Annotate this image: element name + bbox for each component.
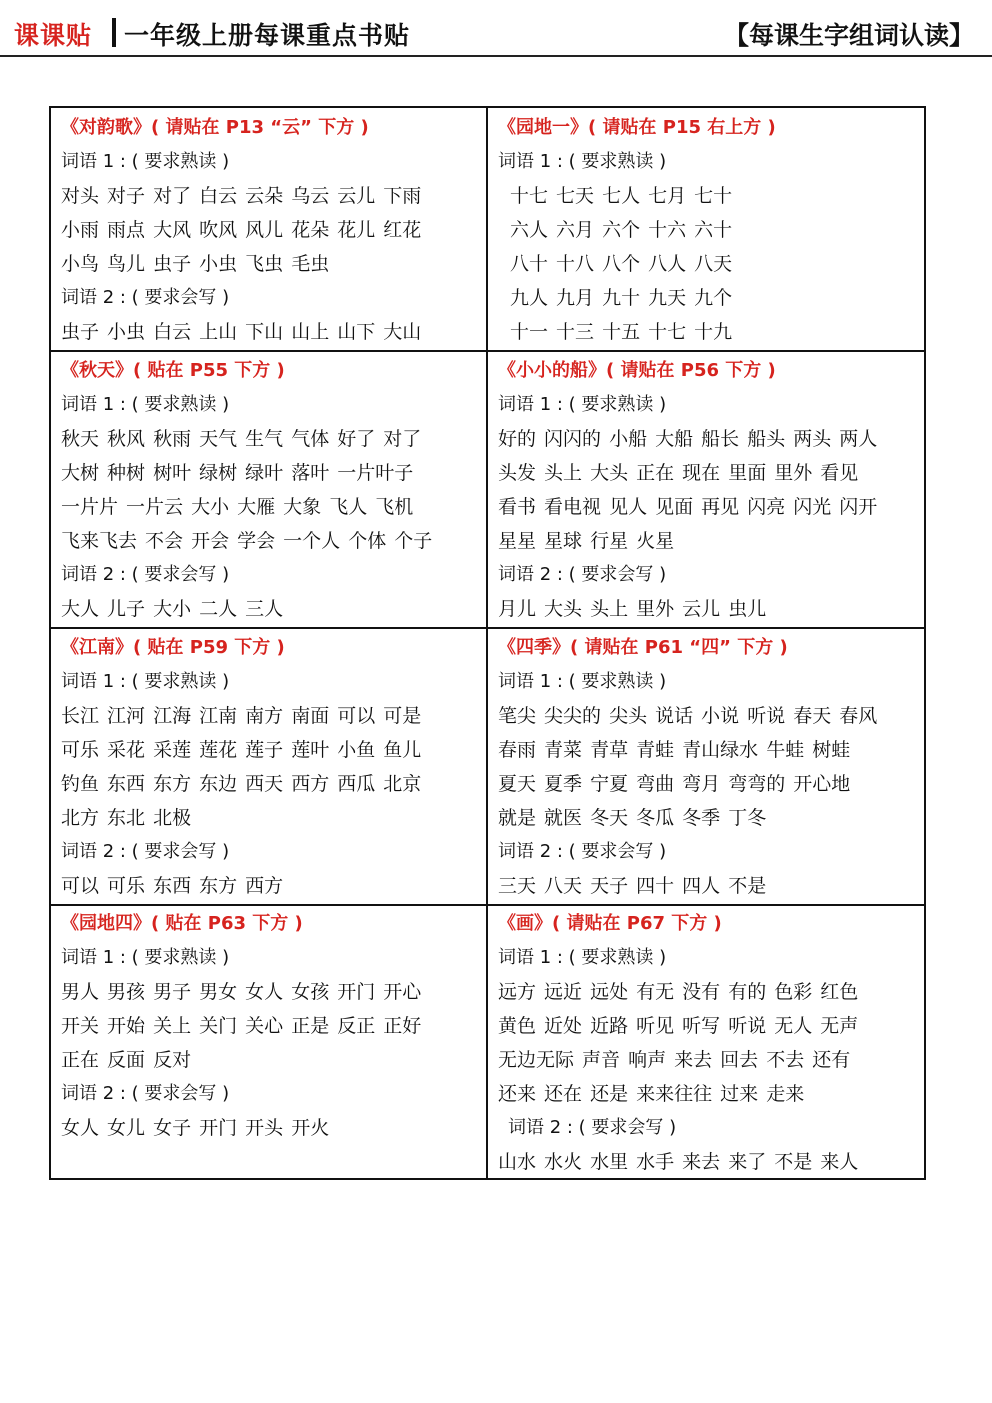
read-words: 春雨 青菜 青草 青蛙 青山绿水 牛蛙 树蛙 bbox=[498, 739, 851, 761]
write-label: 词语 2 : ( 要求会写 ) bbox=[508, 1117, 677, 1138]
brand-name: 课课贴 bbox=[14, 21, 93, 50]
page-title: 一年级上册每课重点书贴 bbox=[124, 21, 411, 50]
read-words: 好的 闪闪的 小船 大船 船长 船头 两头 两人 bbox=[498, 428, 878, 450]
read-words: 笔尖 尖尖的 尖头 说话 小说 听说 春天 春风 bbox=[498, 705, 878, 727]
read-words: 对头 对子 对了 白云 云朵 乌云 云儿 下雨 bbox=[61, 185, 422, 207]
write-label: 词语 2 : ( 要求会写 ) bbox=[61, 1083, 230, 1104]
lesson-grid bbox=[49, 106, 926, 1180]
read-words: 还来 还在 还是 来来往往 过来 走来 bbox=[498, 1083, 805, 1105]
page-tag: 【每课生字组词认读】 bbox=[723, 21, 974, 50]
lesson-cell-qiutian bbox=[51, 352, 486, 627]
header-divider bbox=[112, 18, 116, 47]
page-header bbox=[0, 0, 992, 58]
read-words: 夏天 夏季 宁夏 弯曲 弯月 弯弯的 开心地 bbox=[498, 773, 851, 795]
lesson-title: 《对韵歌》( 请贴在 P13 “云” 下方 ) bbox=[61, 117, 369, 138]
read-words: 星星 星球 行星 火星 bbox=[498, 530, 675, 552]
read-label: 词语 1 : ( 要求熟读 ) bbox=[498, 151, 667, 172]
read-label: 词语 1 : ( 要求熟读 ) bbox=[61, 151, 230, 172]
read-label: 词语 1 : ( 要求熟读 ) bbox=[61, 947, 230, 968]
read-words: 小雨 雨点 大风 吹风 风儿 花朵 花儿 红花 bbox=[61, 219, 422, 241]
write-words: 月儿 大头 头上 里外 云儿 虫儿 bbox=[498, 598, 767, 620]
lesson-cell-jiangnan bbox=[51, 629, 486, 904]
read-words: 秋天 秋风 秋雨 天气 生气 气体 好了 对了 bbox=[61, 428, 422, 450]
read-words: 钓鱼 东西 东方 东边 西天 西方 西瓜 北京 bbox=[61, 773, 422, 795]
lesson-title: 《园地一》( 请贴在 P15 右上方 ) bbox=[498, 117, 776, 138]
read-words: 九人 九月 九十 九天 九个 bbox=[510, 287, 733, 309]
write-words: 女人 女儿 女子 开门 开头 开火 bbox=[61, 1117, 330, 1139]
lesson-title: 《四季》( 请贴在 P61 “四” 下方 ) bbox=[498, 637, 788, 658]
lesson-title: 《秋天》( 贴在 P55 下方 ) bbox=[61, 360, 285, 381]
write-words: 虫子 小虫 白云 上山 下山 山上 山下 大山 bbox=[61, 321, 422, 343]
write-label: 词语 2 : ( 要求会写 ) bbox=[61, 841, 230, 862]
write-words: 山水 水火 水里 水手 来去 来了 不是 来人 bbox=[498, 1151, 859, 1173]
read-words: 小鸟 鸟儿 虫子 小虫 飞虫 毛虫 bbox=[61, 253, 330, 275]
read-label: 词语 1 : ( 要求熟读 ) bbox=[61, 671, 230, 692]
read-words: 远方 远近 远处 有无 没有 有的 色彩 红色 bbox=[498, 981, 859, 1003]
lesson-title: 《园地四》( 贴在 P63 下方 ) bbox=[61, 913, 303, 934]
header-rule bbox=[0, 55, 992, 57]
read-words: 十一 十三 十五 十七 十九 bbox=[510, 321, 733, 343]
lesson-title: 《小小的船》( 请贴在 P56 下方 ) bbox=[498, 360, 776, 381]
lesson-cell-yuandi-1 bbox=[488, 108, 924, 350]
lesson-title: 《画》( 请贴在 P67 下方 ) bbox=[498, 913, 722, 934]
write-words: 可以 可乐 东西 东方 西方 bbox=[61, 875, 284, 897]
read-words: 六人 六月 六个 十六 六十 bbox=[510, 219, 733, 241]
lesson-cell-xiaoxiaodechuan bbox=[488, 352, 924, 627]
read-words: 就是 就医 冬天 冬瓜 冬季 丁冬 bbox=[498, 807, 767, 829]
read-words: 男人 男孩 男子 男女 女人 女孩 开门 开心 bbox=[61, 981, 422, 1003]
read-label: 词语 1 : ( 要求熟读 ) bbox=[61, 394, 230, 415]
write-words: 大人 儿子 大小 二人 三人 bbox=[61, 598, 284, 620]
write-label: 词语 2 : ( 要求会写 ) bbox=[498, 841, 667, 862]
read-words: 八十 十八 八个 八人 八天 bbox=[510, 253, 733, 275]
write-words: 三天 八天 天子 四十 四人 不是 bbox=[498, 875, 767, 897]
read-words: 十七 七天 七人 七月 七十 bbox=[510, 185, 733, 207]
write-label: 词语 2 : ( 要求会写 ) bbox=[61, 564, 230, 585]
read-words: 飞来飞去 不会 开会 学会 一个人 个体 个子 bbox=[61, 530, 433, 552]
read-words: 开关 开始 关上 关门 关心 正是 反正 正好 bbox=[61, 1015, 422, 1037]
read-label: 词语 1 : ( 要求熟读 ) bbox=[498, 947, 667, 968]
read-words: 北方 东北 北极 bbox=[61, 807, 192, 829]
read-words: 无边无际 声音 响声 来去 回去 不去 还有 bbox=[498, 1049, 851, 1071]
read-words: 一片片 一片云 大小 大雁 大象 飞人 飞机 bbox=[61, 496, 414, 518]
write-label: 词语 2 : ( 要求会写 ) bbox=[498, 564, 667, 585]
read-label: 词语 1 : ( 要求熟读 ) bbox=[498, 394, 667, 415]
read-words: 看书 看电视 见人 见面 再见 闪亮 闪光 闪开 bbox=[498, 496, 878, 518]
write-label: 词语 2 : ( 要求会写 ) bbox=[61, 287, 230, 308]
read-words: 长江 江河 江海 江南 南方 南面 可以 可是 bbox=[61, 705, 422, 727]
read-words: 大树 种树 树叶 绿树 绿叶 落叶 一片叶子 bbox=[61, 462, 414, 484]
read-words: 可乐 采花 采莲 莲花 莲子 莲叶 小鱼 鱼儿 bbox=[61, 739, 422, 761]
lesson-cell-hua bbox=[488, 906, 924, 1178]
lesson-cell-duiyunge bbox=[51, 108, 486, 350]
lesson-title: 《江南》( 贴在 P59 下方 ) bbox=[61, 637, 285, 658]
lesson-cell-siji bbox=[488, 629, 924, 904]
read-words: 正在 反面 反对 bbox=[61, 1049, 192, 1071]
lesson-cell-yuandi-4 bbox=[51, 906, 486, 1178]
read-words: 黄色 近处 近路 听见 听写 听说 无人 无声 bbox=[498, 1015, 859, 1037]
read-label: 词语 1 : ( 要求熟读 ) bbox=[498, 671, 667, 692]
read-words: 头发 头上 大头 正在 现在 里面 里外 看见 bbox=[498, 462, 859, 484]
